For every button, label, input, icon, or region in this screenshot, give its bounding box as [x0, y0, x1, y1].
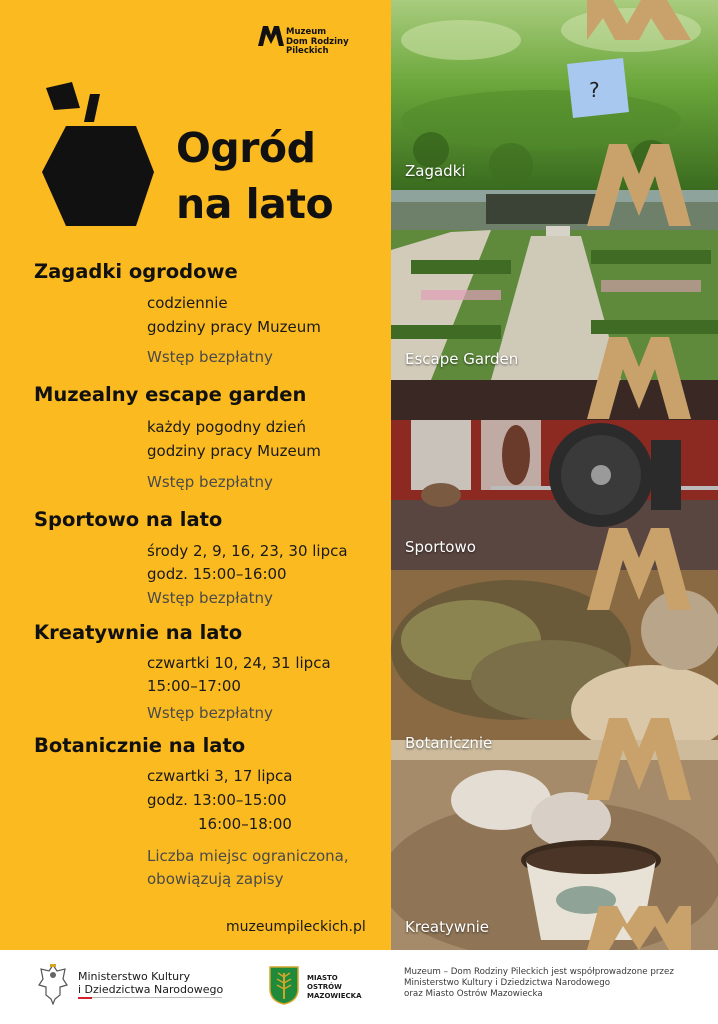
event-title: Kreatywnie na lato: [34, 621, 243, 644]
event-schedule: czwartki 10, 24, 31 lipca: [147, 654, 331, 672]
museum-logo-icon: [258, 26, 284, 46]
ministry-name: Ministerstwo Kultury i Dziedzictwa Narodowego: [78, 970, 224, 996]
apple-icon: [38, 80, 158, 226]
event-schedule: każdy pogodny dzień: [147, 418, 307, 436]
city-name: MIASTO OSTRÓW MAZOWIECKA: [307, 974, 362, 1000]
event-note: Wstęp bezpłatny: [147, 348, 273, 366]
event-title: Botanicznie na lato: [34, 734, 246, 757]
chevron-decoration-icon: [587, 0, 691, 40]
event-note: obowiązują zapisy: [147, 870, 284, 888]
photo-label: Kreatywnie: [405, 918, 490, 936]
event-schedule: środy 2, 9, 16, 23, 30 lipca: [147, 542, 348, 560]
museum-logo-text: Muzeum Dom Rodziny Pileckich: [286, 27, 349, 56]
event-note: Wstęp bezpłatny: [147, 704, 273, 722]
event-schedule: codziennie: [147, 294, 228, 312]
chevron-decoration-icon: [587, 906, 691, 950]
photo-label: Escape Garden: [405, 350, 519, 368]
chevron-decoration-icon: [587, 528, 691, 610]
partner-note: Muzeum – Dom Rodziny Pileckich jest współprowadzone przez Ministerstwo Kultury i Dziedzictwa Narodowego oraz Miasto Ostrów Mazowiecka: [404, 967, 674, 999]
event-schedule: godz. 13:00–15:00: [147, 791, 287, 809]
event-title: Sportowo na lato: [34, 508, 223, 531]
event-note: Liczba miejsc ograniczona,: [147, 847, 349, 865]
ministry-accent-bar: [78, 997, 92, 999]
question-mark-sign: ?: [589, 78, 600, 102]
photo-strip: [391, 0, 718, 950]
event-note: Wstęp bezpłatny: [147, 589, 273, 607]
page-title: Ogród na lato: [176, 124, 334, 228]
photo-label: Botanicznie: [405, 734, 493, 752]
photo-label: Zagadki: [405, 162, 466, 180]
footer: [0, 950, 718, 1024]
chevron-decoration-icon: [587, 337, 691, 419]
event-title: Zagadki ogrodowe: [34, 260, 238, 283]
event-schedule: godziny pracy Muzeum: [147, 442, 321, 460]
event-schedule: 15:00–17:00: [147, 677, 241, 695]
event-schedule: czwartki 3, 17 lipca: [147, 767, 293, 785]
event-schedule: godz. 15:00–16:00: [147, 565, 287, 583]
ministry-divider: [92, 997, 222, 998]
event-schedule: godziny pracy Muzeum: [147, 318, 321, 336]
website-link[interactable]: muzeumpileckich.pl: [226, 919, 366, 935]
chevron-decoration-icon: [587, 718, 691, 800]
chevron-decoration-icon: [587, 144, 691, 226]
city-crest-icon: [268, 965, 300, 1005]
event-note: Wstęp bezpłatny: [147, 473, 273, 491]
event-schedule: 16:00–18:00: [198, 815, 292, 833]
photo-label: Sportowo: [405, 538, 476, 556]
eagle-emblem-icon: [38, 963, 68, 1005]
event-title: Muzealny escape garden: [34, 383, 307, 406]
